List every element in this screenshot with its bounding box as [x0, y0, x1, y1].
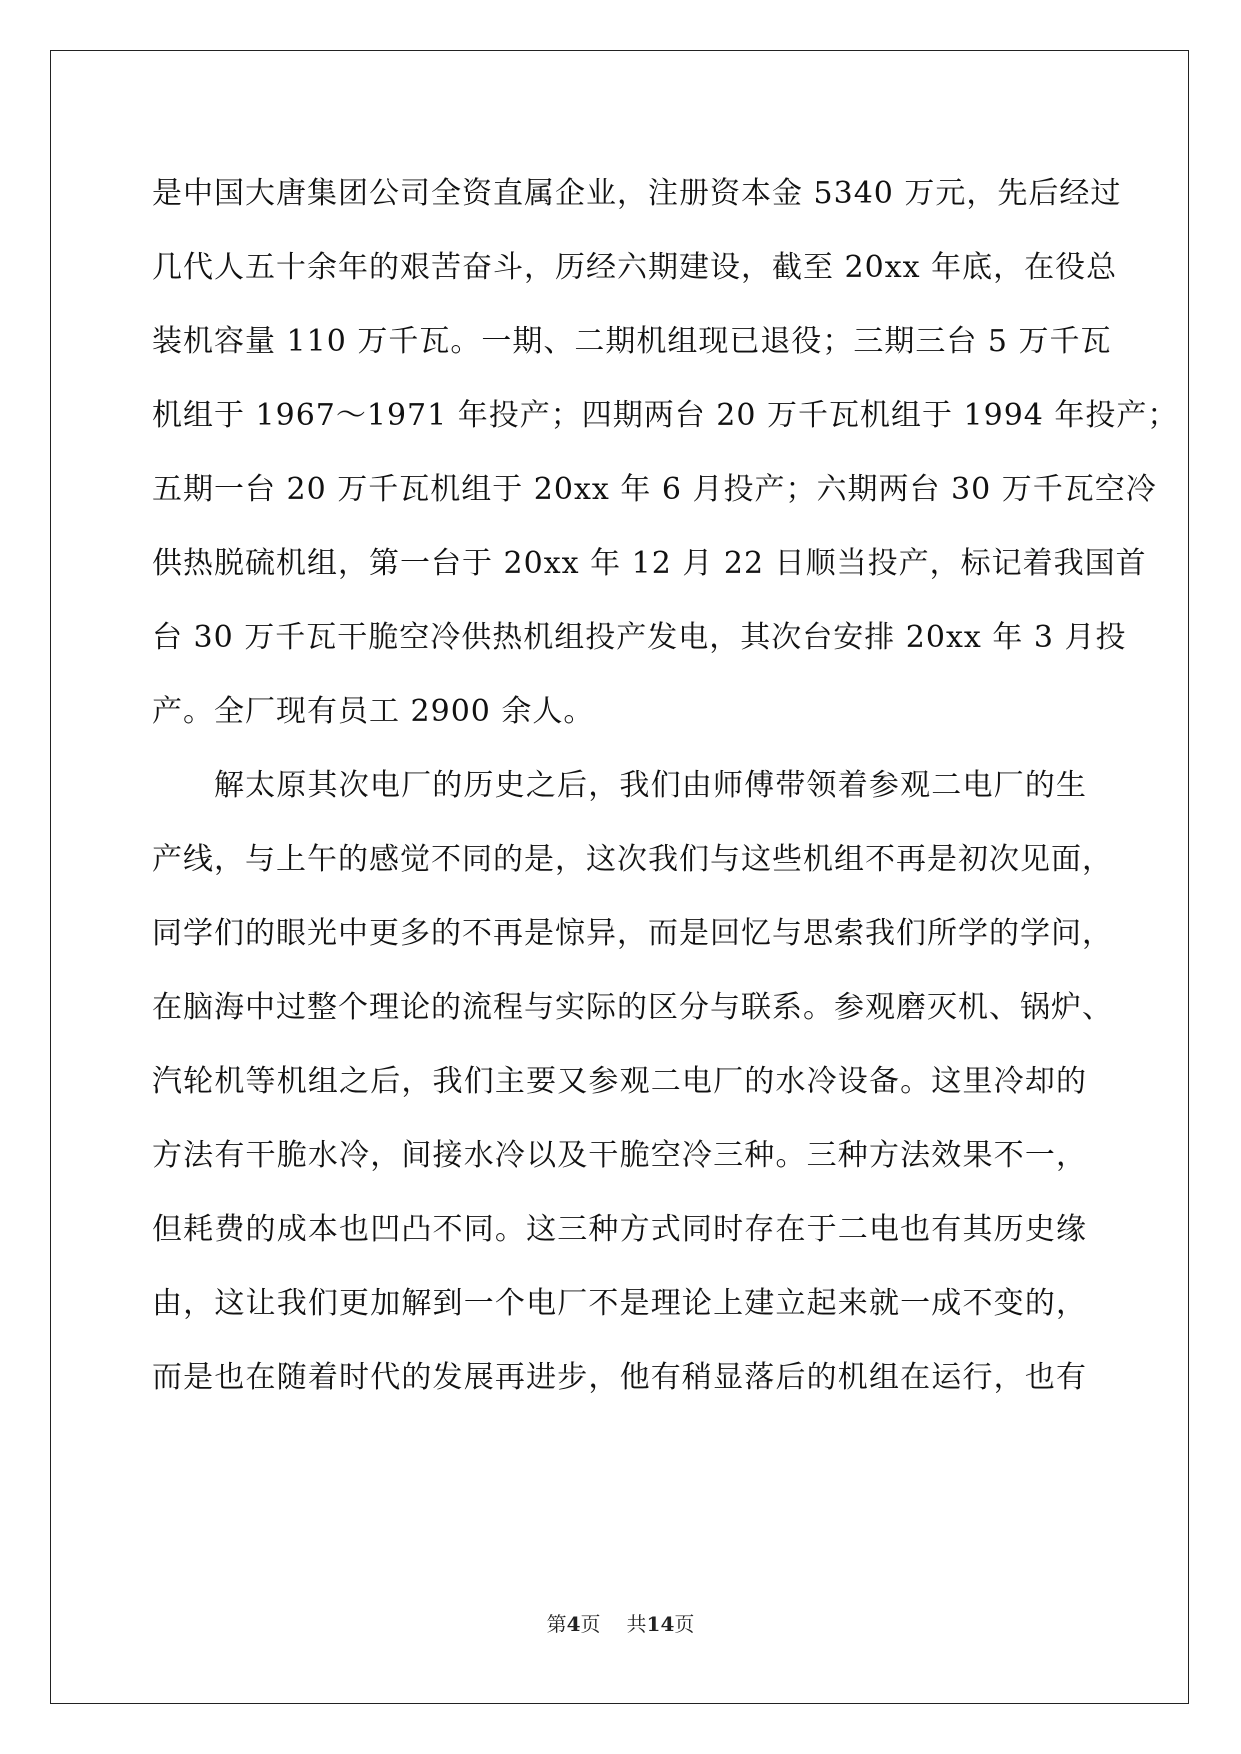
paragraph-1-line-8: 产。全厂现有员工 2900 余人。 [152, 694, 595, 729]
paragraph-2-line-3: 同学们的眼光中更多的不再是惊异，而是回忆与思索我们所学的学问， [152, 916, 1113, 951]
page-prefix: 第 [546, 1612, 567, 1636]
paragraph-2-line-4: 在脑海中过整个理论的流程与实际的区分与联系。参观磨灭机、锅炉、 [152, 990, 1113, 1025]
paragraph-1-line-7: 台 30 万千瓦干脆空冷供热机组投产发电，其次台安排 20xx 年 3 月投 [152, 620, 1127, 655]
paragraph-1-line-4: 机组于 1967～1971 年投产；四期两台 20 万千瓦机组于 1994 年投产； [152, 398, 1179, 433]
page-footer [0, 1612, 1241, 1636]
document-body [152, 157, 1179, 1415]
total-pages: 14 [646, 1612, 675, 1636]
paragraph-2-line-6: 方法有干脆水冷，间接水冷以及干脆空冷三种。三种方法效果不一， [152, 1138, 1087, 1173]
total-prefix: 共 [626, 1612, 647, 1636]
paragraph-1-line-2: 几代人五十余年的艰苦奋斗，历经六期建设，截至 20xx 年底，在役总 [152, 250, 1118, 285]
paragraph-2-line-7: 但耗费的成本也凹凸不同。这三种方式同时存在于二电也有其历史缘 [152, 1212, 1087, 1247]
paragraph-2-line-8: 由，这让我们更加解到一个电厂不是理论上建立起来就一成不变的， [152, 1286, 1087, 1321]
paragraph-1-line-3: 装机容量 110 万千瓦。一期、二期机组现已退役；三期三台 5 万千瓦 [152, 324, 1112, 359]
paragraph-2-line-1: 解太原其次电厂的历史之后，我们由师傅带领着参观二电厂的生 [214, 768, 1087, 803]
paragraph-2-line-5: 汽轮机等机组之后，我们主要又参观二电厂的水冷设备。这里冷却的 [152, 1064, 1087, 1099]
paragraph-1-line-6: 供热脱硫机组，第一台于 20xx 年 12 月 22 日顺当投产，标记着我国首 [152, 546, 1147, 581]
paragraph-2-line-9: 而是也在随着时代的发展再进步，他有稍显落后的机组在运行，也有 [152, 1360, 1087, 1395]
page-suffix: 页 [580, 1612, 601, 1636]
page-number: 4 [566, 1612, 581, 1636]
total-suffix: 页 [674, 1612, 695, 1636]
paragraph-1-line-5: 五期一台 20 万千瓦机组于 20xx 年 6 月投产；六期两台 30 万千瓦空冷 [152, 472, 1157, 507]
paragraph-2-line-2: 产线，与上午的感觉不同的是，这次我们与这些机组不再是初次见面， [152, 842, 1113, 877]
paragraph-1-line-1: 是中国大唐集团公司全资直属企业，注册资本金 5340 万元，先后经过 [152, 176, 1122, 211]
